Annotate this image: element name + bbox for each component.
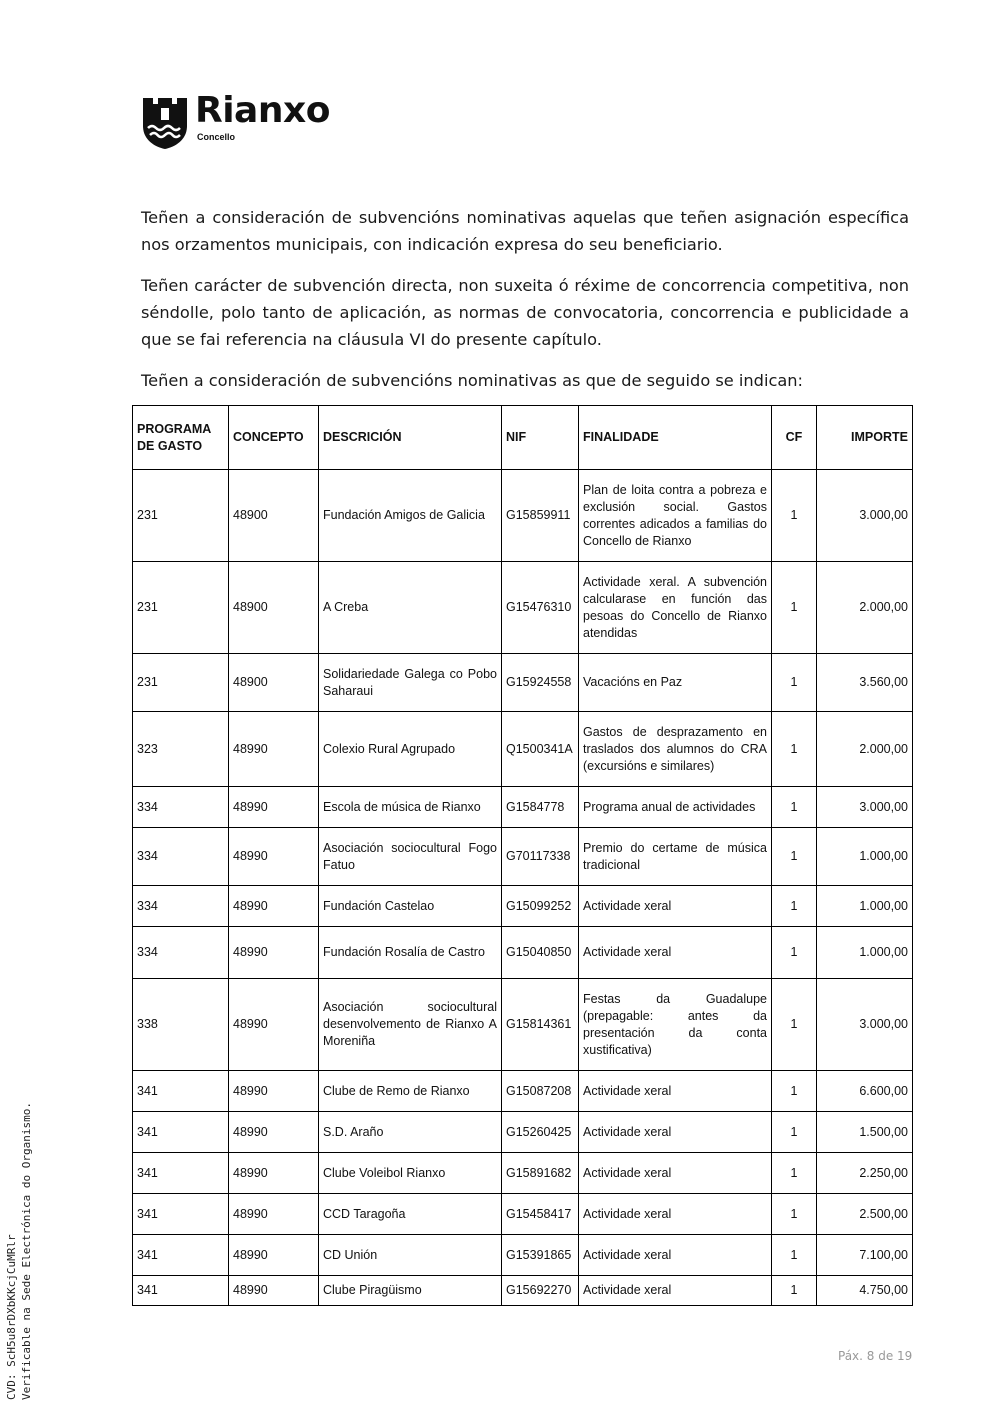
cell-concepto: 48990 [229, 828, 319, 886]
cell-nif: G15087208 [502, 1071, 579, 1112]
cell-importe: 7.100,00 [817, 1235, 913, 1276]
cell-nif: G15924558 [502, 654, 579, 712]
cell-nif: G15692270 [502, 1276, 579, 1306]
cell-nif: G15458417 [502, 1194, 579, 1235]
header-nif: NIF [502, 406, 579, 470]
cell-descricion: Asociación sociocultural Fogo Fatuo [319, 828, 502, 886]
cell-descricion: A Creba [319, 562, 502, 654]
cell-descricion: Escola de música de Rianxo [319, 787, 502, 828]
cell-descricion: Clube Voleibol Rianxo [319, 1153, 502, 1194]
cell-cf: 1 [772, 1235, 817, 1276]
paragraph-intro-table: Teñen a consideración de subvencións nominativas as que de seguido se indican: [141, 371, 803, 390]
cell-importe: 3.000,00 [817, 979, 913, 1071]
cell-cf: 1 [772, 1153, 817, 1194]
cell-cf: 1 [772, 927, 817, 979]
cell-importe: 3.560,00 [817, 654, 913, 712]
cell-finalidade: Actividade xeral [579, 1112, 772, 1153]
cell-descricion: Clube Piragüismo [319, 1276, 502, 1306]
cell-importe: 3.000,00 [817, 787, 913, 828]
cell-cf: 1 [772, 1071, 817, 1112]
cell-concepto: 48990 [229, 787, 319, 828]
table-row [133, 1235, 913, 1276]
cell-importe: 2.250,00 [817, 1153, 913, 1194]
cell-importe: 6.600,00 [817, 1071, 913, 1112]
cell-finalidade: Festas da Guadalupe (prepagable: antes da presentación da conta xustificativa) [579, 979, 772, 1071]
cell-cf: 1 [772, 562, 817, 654]
cell-importe: 2.500,00 [817, 1194, 913, 1235]
cell-programa: 341 [133, 1153, 229, 1194]
cell-finalidade: Vacacións en Paz [579, 654, 772, 712]
cell-nif: Q1500341A [502, 712, 579, 787]
table-header-row [133, 406, 913, 470]
cell-cf: 1 [772, 828, 817, 886]
cell-cf: 1 [772, 470, 817, 562]
cell-nif: G15891682 [502, 1153, 579, 1194]
table-row [133, 1194, 913, 1235]
cell-concepto: 48990 [229, 1235, 319, 1276]
cell-concepto: 48990 [229, 712, 319, 787]
cell-cf: 1 [772, 1112, 817, 1153]
table-row [133, 927, 913, 979]
cell-importe: 4.750,00 [817, 1276, 913, 1306]
cell-descricion: CD Unión [319, 1235, 502, 1276]
table-row [133, 1153, 913, 1194]
cell-concepto: 48990 [229, 1153, 319, 1194]
cell-importe: 3.000,00 [817, 470, 913, 562]
cell-importe: 1.500,00 [817, 1112, 913, 1153]
cell-cf: 1 [772, 1194, 817, 1235]
cell-cf: 1 [772, 654, 817, 712]
cell-finalidade: Premio do certame de música tradicional [579, 828, 772, 886]
verification-side-text [4, 1102, 34, 1400]
cell-programa: 334 [133, 828, 229, 886]
cell-concepto: 48990 [229, 886, 319, 927]
header-importe: IMPORTE [817, 406, 913, 470]
cell-nif: G1584778 [502, 787, 579, 828]
cell-importe: 1.000,00 [817, 886, 913, 927]
table-row [133, 828, 913, 886]
cell-cf: 1 [772, 886, 817, 927]
table-row [133, 787, 913, 828]
cell-nif: G15391865 [502, 1235, 579, 1276]
table-row [133, 712, 913, 787]
subsidies-table [132, 405, 913, 1306]
cell-programa: 341 [133, 1071, 229, 1112]
cell-descricion: Clube de Remo de Rianxo [319, 1071, 502, 1112]
cell-finalidade: Actividade xeral. A subvención calcularase en función das pesoas do Concello de Rianxo atendidas [579, 562, 772, 654]
cell-finalidade: Plan de loita contra a pobreza e exclusión social. Gastos correntes adicados a familias do Concello de Rianxo [579, 470, 772, 562]
logo-name: Rianxo [195, 90, 330, 131]
cell-concepto: 48900 [229, 562, 319, 654]
cell-programa: 341 [133, 1112, 229, 1153]
cell-programa: 231 [133, 562, 229, 654]
cell-finalidade: Actividade xeral [579, 927, 772, 979]
cell-nif: G70117338 [502, 828, 579, 886]
cell-finalidade: Actividade xeral [579, 886, 772, 927]
verification-note: Verificable na Sede Electrónica do Organismo. [20, 1101, 33, 1400]
table-row [133, 886, 913, 927]
table-body [133, 470, 913, 1306]
cell-descricion: Solidariedade Galega co Pobo Saharaui [319, 654, 502, 712]
cell-nif: G15040850 [502, 927, 579, 979]
cell-finalidade: Actividade xeral [579, 1276, 772, 1306]
cell-descricion: Fundación Amigos de Galicia [319, 470, 502, 562]
cell-programa: 341 [133, 1235, 229, 1276]
table-row [133, 1071, 913, 1112]
cell-nif: G15099252 [502, 886, 579, 927]
cell-finalidade: Actividade xeral [579, 1153, 772, 1194]
cell-programa: 231 [133, 470, 229, 562]
cell-programa: 334 [133, 787, 229, 828]
header-concepto: CONCEPTO [229, 406, 319, 470]
cell-nif: G15260425 [502, 1112, 579, 1153]
cell-programa: 341 [133, 1276, 229, 1306]
table-row [133, 1276, 913, 1306]
header-programa: PROGRAMA DE GASTO [133, 406, 229, 470]
cell-programa: 231 [133, 654, 229, 712]
cell-concepto: 48990 [229, 927, 319, 979]
table-row [133, 470, 913, 562]
cell-finalidade: Gastos de desprazamento en traslados dos alumnos do CRA (excursións e similares) [579, 712, 772, 787]
cell-concepto: 48990 [229, 979, 319, 1071]
concello-logo [141, 90, 361, 152]
table-row [133, 979, 913, 1071]
cell-programa: 338 [133, 979, 229, 1071]
logo-subtitle: Concello [197, 132, 236, 142]
cell-descricion: Asociación sociocultural desenvolvemento de Rianxo A Moreniña [319, 979, 502, 1071]
header-finalidade: FINALIDADE [579, 406, 772, 470]
cell-concepto: 48900 [229, 470, 319, 562]
cell-concepto: 48990 [229, 1276, 319, 1306]
cell-finalidade: Actividade xeral [579, 1071, 772, 1112]
cell-nif: G15476310 [502, 562, 579, 654]
cell-importe: 2.000,00 [817, 712, 913, 787]
cell-concepto: 48900 [229, 654, 319, 712]
table-row [133, 562, 913, 654]
castle-shield-icon [141, 96, 189, 150]
table-row [133, 654, 913, 712]
cell-finalidade: Programa anual de actividades [579, 787, 772, 828]
cell-programa: 334 [133, 927, 229, 979]
cvd-code: CVD: ScH5u8rDXbKKcjCuMRlr [5, 1234, 18, 1400]
cell-nif: G15859911 [502, 470, 579, 562]
paragraph-direct-subsidy: Teñen carácter de subvención directa, non suxeita ó réxime de concorrencia competitiva, non séndolle, polo tanto de aplicación, as normas de convocatoria, concorrencia e publicidade a que se fai referencia na cláusula VI do presente capítulo. [141, 276, 909, 349]
cell-concepto: 48990 [229, 1194, 319, 1235]
cell-importe: 1.000,00 [817, 828, 913, 886]
paragraph-nominative: Teñen a consideración de subvencións nominativas aquelas que teñen asignación específica nos orzamentos municipais, con indicación expresa do seu beneficiario. [141, 208, 909, 254]
cell-programa: 341 [133, 1194, 229, 1235]
cell-programa: 323 [133, 712, 229, 787]
cell-descricion: S.D. Araño [319, 1112, 502, 1153]
page-number: Páx. 8 de 19 [838, 1349, 913, 1363]
cell-finalidade: Actividade xeral [579, 1194, 772, 1235]
cell-importe: 1.000,00 [817, 927, 913, 979]
cell-cf: 1 [772, 979, 817, 1071]
cell-descricion: CCD Taragoña [319, 1194, 502, 1235]
header-cf: CF [772, 406, 817, 470]
header-descricion: DESCRICIÓN [319, 406, 502, 470]
cell-programa: 334 [133, 886, 229, 927]
cell-cf: 1 [772, 712, 817, 787]
cell-concepto: 48990 [229, 1071, 319, 1112]
cell-finalidade: Actividade xeral [579, 1235, 772, 1276]
cell-concepto: 48990 [229, 1112, 319, 1153]
table-row [133, 1112, 913, 1153]
cell-descricion: Fundación Castelao [319, 886, 502, 927]
cell-cf: 1 [772, 787, 817, 828]
cell-descricion: Colexio Rural Agrupado [319, 712, 502, 787]
cell-importe: 2.000,00 [817, 562, 913, 654]
cell-descricion: Fundación Rosalía de Castro [319, 927, 502, 979]
cell-nif: G15814361 [502, 979, 579, 1071]
cell-cf: 1 [772, 1276, 817, 1306]
